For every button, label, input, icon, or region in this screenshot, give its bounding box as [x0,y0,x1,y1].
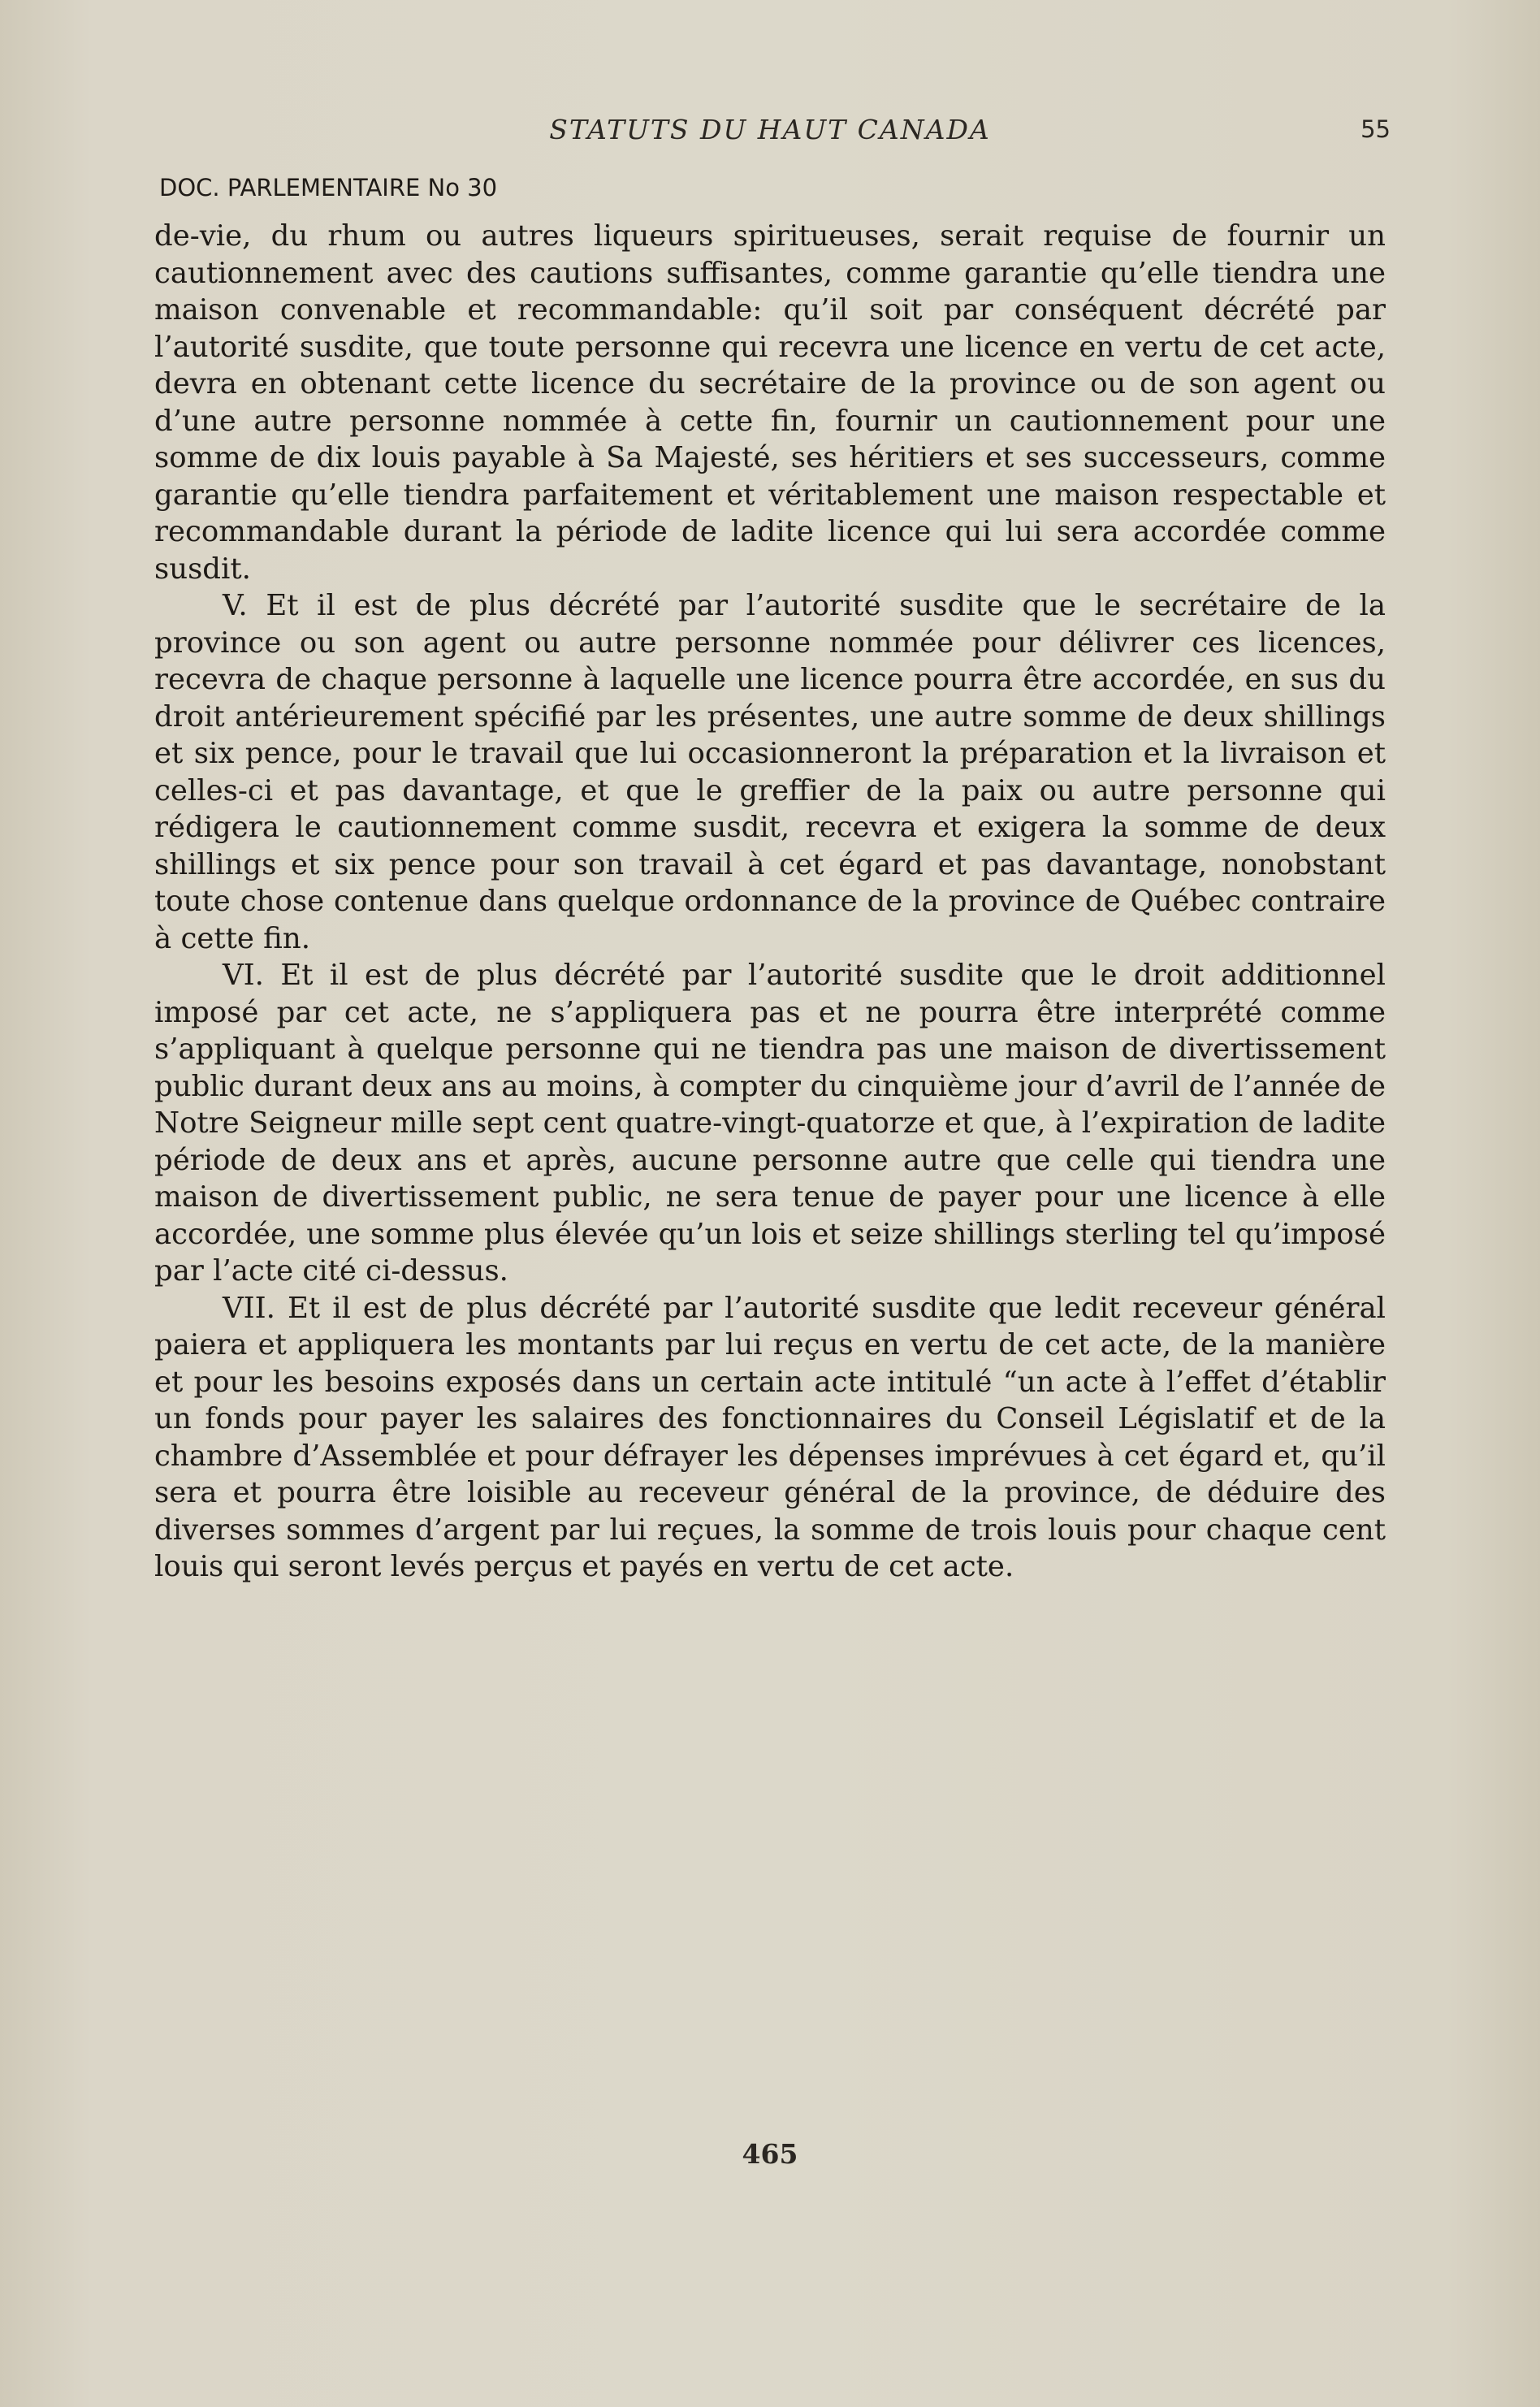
running-title: STATUTS DU HAUT CANADA [549,114,991,145]
paragraph-section-v: V. Et il est de plus décrété par l’autorité susdite que le secrétaire de la province ou son agent ou autre personne nommée pour délivrer ces licences, recevra de chaque personne à laquelle une licence pourra être accordée, en sus du droit antérieurement spécifié par les présentes, une autre somme de deux shillings et six pence, pour le travail que lui occasionneront la préparation et la livraison et celles-ci et pas davantage, et que le greffier de la paix ou autre personne qui rédigera le cautionnement comme susdit, recevra et exigera la somme de deux shillings et six pence pour son travail à cet égard et pas davantage, nonobstant toute chose contenue dans quelque ordonnance de la province de Québec contraire à cette fin. [154,589,1386,955]
document-label: DOC. PARLEMENTAIRE No 30 [159,174,498,201]
paragraph-section-vi: VI. Et il est de plus décrété par l’autorité susdite que le droit additionnel imposé par cet acte, ne s’appliquera pas et ne pourra être interprété comme s’appliquant à quelque personne qui ne tiendra pas une maison de divertissement public durant deux ans au moins, à compter du cinquième jour d’avril de l’année de Notre Seigneur mille sept cent quatre-vingt-quatorze et que, à l’expiration de ladite période de deux ans et après, aucune personne autre que celle qui tiendra une maison de divertissement public, ne sera tenue de payer pour une licence à elle accordée, une somme plus élevée qu’un lois et seize shillings sterling tel qu’imposé par l’acte cité ci-dessus. [154,959,1386,1288]
page-number: 55 [1360,115,1391,143]
folio-number: 465 [742,2138,798,2170]
paragraph-continuation: de-vie, du rhum ou autres liqueurs spiritueuses, serait requise de fournir un cautionnement avec des cautions suffisantes, comme garantie qu’elle tiendra une maison convenable et recommandable: qu’il soit par conséquent décrété par l’autorité susdite, que toute personne qui recevra une licence en vertu de cet acte, devra en obtenant cette licence du secrétaire de la province ou de son agent ou d’une autre personne nommée à cette fin, fournir un cautionnement pour une somme de dix louis payable à Sa Majesté, ses héritiers et ses successeurs, comme garantie qu’elle tiendra parfaitement et véritablement une maison respectable et recommandable durant la période de ladite licence qui lui sera accordée comme susdit. [154,219,1386,586]
paragraph-section-vii: VII. Et il est de plus décrété par l’autorité susdite que ledit receveur général paiera et appliquera les montants par lui reçus en vertu de cet acte, de la manière et pour les besoins exposés dans un certain acte intitulé “un acte à l’effet d’établir un fonds pour payer les salaires des fonctionnaires du Conseil Législatif et de la chambre d’Assemblée et pour défrayer les dépenses imprévues à cet égard et, qu’il sera et pourra être loisible au receveur général de la province, de déduire des diverses sommes d’argent par lui reçues, la somme de trois louis pour chaque cent louis qui seront levés perçus et payés en vertu de cet acte. [154,1291,1386,1583]
body-text [154,218,1386,1586]
